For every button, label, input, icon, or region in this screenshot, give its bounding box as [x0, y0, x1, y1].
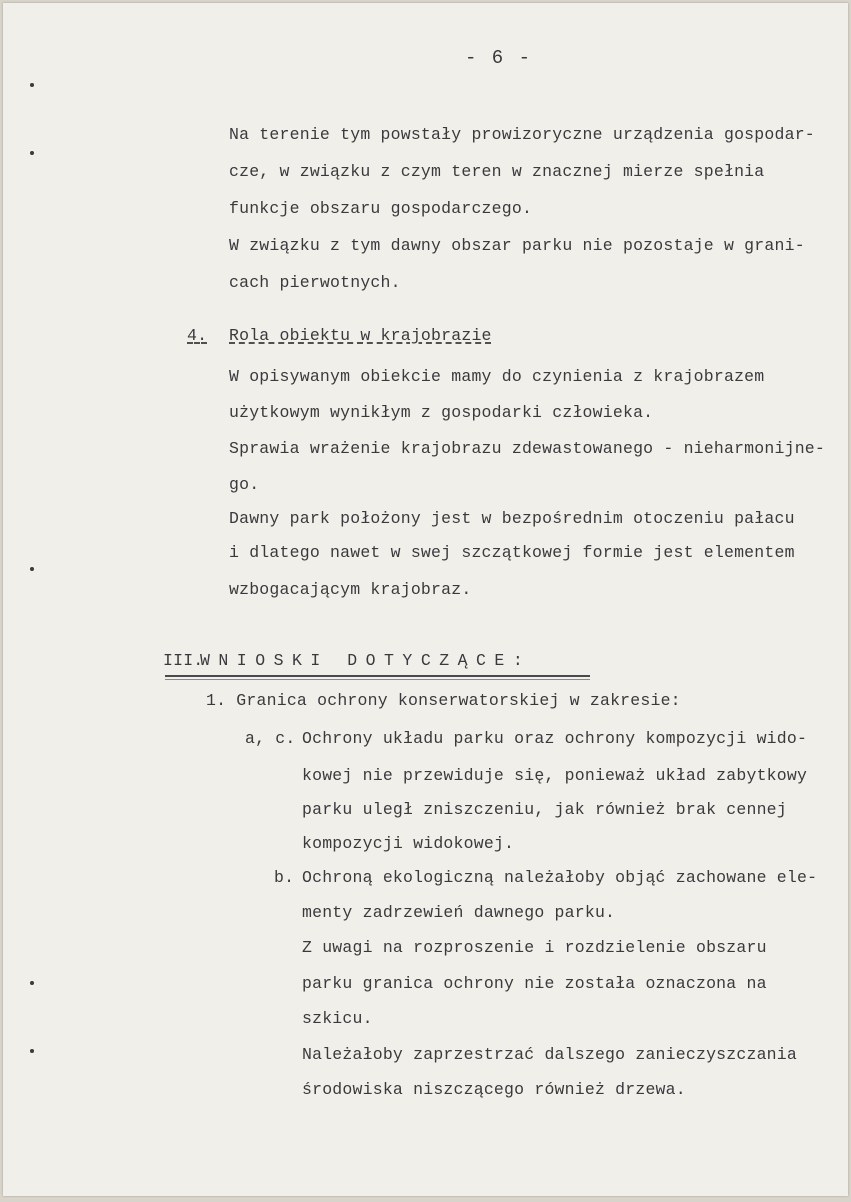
paragraph-line: Sprawia wrażenie krajobrazu zdewastowanego - nieharmonijne-	[229, 439, 825, 458]
item-line: szkicu.	[302, 1009, 373, 1028]
item-label: a, c.	[245, 729, 296, 748]
paragraph-line: Dawny park położony jest w bezpośrednim otoczeniu pałacu	[229, 509, 795, 528]
paragraph-line: W opisywanym obiekcie mamy do czynienia z krajobrazem	[229, 367, 765, 386]
paragraph-line: i dlatego nawet w swej szczątkowej formie jest elementem	[229, 543, 795, 562]
heading-underline	[165, 675, 590, 677]
section-title: WNIOSKI DOTYCZĄCE:	[200, 651, 532, 670]
item-label: b.	[274, 868, 295, 887]
page-number: - 6 -	[465, 47, 533, 69]
heading-underline	[165, 679, 590, 680]
item-line: Należałoby zaprzestrzać dalszego zanieczyszczania	[302, 1045, 797, 1064]
section-number: III.	[163, 651, 204, 670]
item-line: Ochrony układu parku oraz ochrony kompozycji wido-	[302, 729, 808, 748]
paragraph-line: cach pierwotnych.	[229, 273, 401, 292]
margin-mark	[30, 83, 34, 87]
paragraph-line: funkcje obszaru gospodarczego.	[229, 199, 533, 218]
margin-mark	[30, 981, 34, 985]
paragraph-line: W związku z tym dawny obszar parku nie pozostaje w grani-	[229, 236, 805, 255]
section-number: 4.	[187, 326, 208, 345]
paragraph-line: go.	[229, 475, 260, 494]
paragraph-line: wzbogacającym krajobraz.	[229, 580, 472, 599]
document-page	[3, 3, 848, 1196]
item-line: menty zadrzewień dawnego parku.	[302, 903, 616, 922]
item-line: kowej nie przewiduje się, ponieważ układ zabytkowy	[302, 766, 808, 785]
list-item: 1. Granica ochrony konserwatorskiej w zakresie:	[206, 691, 681, 710]
paragraph-line: cze, w związku z czym teren w znacznej mierze spełnia	[229, 162, 765, 181]
item-line: parku uległ zniszczeniu, jak również brak cennej	[302, 800, 787, 819]
section-title: Rola obiektu w krajobrazie	[229, 326, 492, 345]
item-line: środowiska niszczącego również drzewa.	[302, 1080, 686, 1099]
margin-mark	[30, 567, 34, 571]
paragraph-line: użytkowym wynikłym z gospodarki człowieka.	[229, 403, 654, 422]
paragraph-line: Na terenie tym powstały prowizoryczne urządzenia gospodar-	[229, 125, 815, 144]
margin-mark	[30, 151, 34, 155]
item-line: Z uwagi na rozproszenie i rozdzielenie obszaru	[302, 938, 767, 957]
item-line: Ochroną ekologiczną należałoby objąć zachowane ele-	[302, 868, 818, 887]
margin-mark	[30, 1049, 34, 1053]
item-line: kompozycji widokowej.	[302, 834, 515, 853]
item-line: parku granica ochrony nie została oznaczona na	[302, 974, 767, 993]
